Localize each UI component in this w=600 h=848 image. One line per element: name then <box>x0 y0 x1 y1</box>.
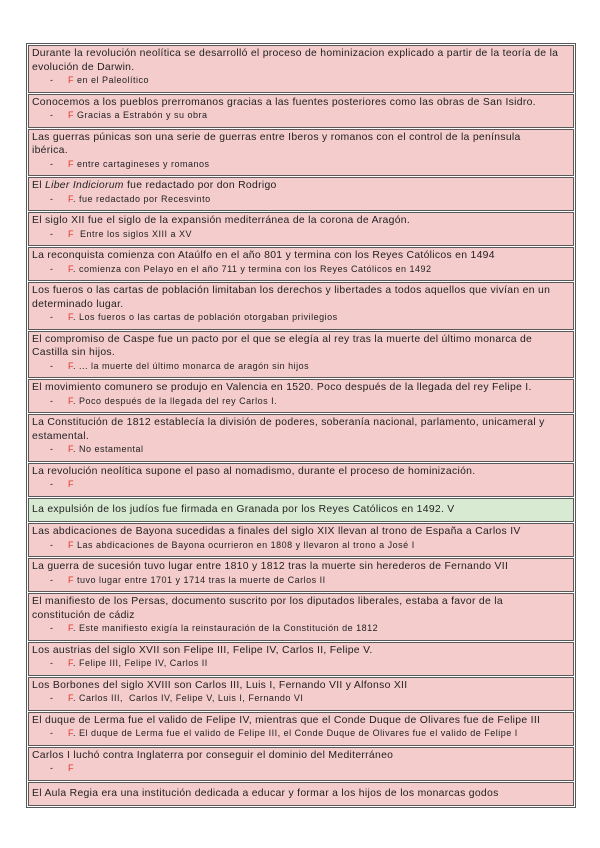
list-marker: - <box>50 658 54 668</box>
list-marker: - <box>50 623 54 633</box>
correction-line <box>32 395 571 408</box>
statement-text <box>32 381 571 395</box>
statement-segment: Conocemos a los pueblos prerromanos gracias a las fuentes posteriores como las obras de San Isidro. <box>32 96 536 108</box>
verdict-mark: F <box>68 312 73 322</box>
list-marker: - <box>50 263 54 274</box>
statement-segment: fue redactado por don Rodrigo <box>123 180 277 191</box>
statement-text <box>32 465 571 479</box>
statements-table <box>26 43 576 808</box>
correction-text: . El duque de Lerma fue el valido de Felipe III, el Conde Duque de Olivares fue el valido de Felipe I <box>73 728 518 738</box>
correction-text: . Este manifiesto exigía la reinstauración de la Constitución de 1812 <box>73 623 379 633</box>
statement-text <box>32 525 571 539</box>
correction-text: Gracias a Estrabón y su obra <box>74 110 208 120</box>
correction-line <box>32 762 571 775</box>
correction-line <box>32 478 571 491</box>
statement-text <box>32 679 571 693</box>
list-marker: - <box>50 574 54 585</box>
verdict-mark: F <box>68 693 73 703</box>
verdict-mark: F <box>68 263 73 274</box>
correction-text: . No estamental <box>73 444 144 454</box>
statement-row <box>28 642 574 676</box>
statement-row <box>28 558 574 592</box>
statement-row <box>28 712 574 746</box>
list-marker: - <box>50 158 54 169</box>
list-marker: - <box>50 110 54 120</box>
verdict-mark: F <box>68 539 74 550</box>
correction-text: . comienza con Pelayo en el año 711 y termina con los Reyes Católicos en 1492 <box>73 263 432 274</box>
statement-text <box>32 333 571 360</box>
correction-line <box>32 228 571 241</box>
list-marker: - <box>50 75 54 85</box>
verdict-label: V <box>447 503 455 515</box>
verdict-mark: F <box>68 444 73 454</box>
list-marker: - <box>50 395 54 406</box>
statement-row <box>28 212 574 246</box>
statement-row <box>28 523 574 557</box>
statement-text <box>32 503 571 517</box>
statement-text <box>32 47 571 74</box>
statement-text <box>32 249 571 263</box>
correction-text: . Los fueros o las cartas de población otorgaban privilegios <box>73 312 338 322</box>
statement-segment: La guerra de sucesión tuvo lugar entre 1810 y 1812 tras la muerte sin herederos de Fernando VII <box>32 561 509 572</box>
statement-row <box>28 463 574 497</box>
correction-line <box>32 727 571 740</box>
correction-line <box>32 263 571 276</box>
statement-row <box>28 247 574 281</box>
statement-row <box>28 177 574 211</box>
correction-line <box>32 311 571 324</box>
verdict-mark: F <box>68 228 74 239</box>
list-marker: - <box>50 444 54 454</box>
correction-line <box>32 692 571 705</box>
statement-segment: La revolución neolítica supone el paso al nomadismo, durante el proceso de hominización. <box>32 465 476 477</box>
verdict-mark: F <box>68 728 73 738</box>
statement-segment: El Aula Regia era una institución dedicada a educar y formar a los hijos de los monarcas godos <box>32 787 499 799</box>
statement-segment: La expulsión de los judíos fue firmada en Granada por los Reyes Católicos en 1492. <box>32 503 445 515</box>
correction-line <box>32 539 571 552</box>
correction-line <box>32 574 571 587</box>
list-marker: - <box>50 479 54 489</box>
verdict-mark: F <box>68 193 73 204</box>
verdict-mark: F <box>68 75 74 85</box>
list-marker: - <box>50 693 54 703</box>
statement-row <box>28 45 574 93</box>
statement-segment: Durante la revolución neolítica se desarrolló el proceso de hominizacion explicado a partir de la teoría de la evolución de Darwin. <box>32 48 559 73</box>
statement-text <box>32 131 571 158</box>
statement-row <box>28 593 574 641</box>
statement-segment: El movimiento comunero se produjo en Valencia en 1520. Poco después de la llegada del rey Felipe I. <box>32 382 532 393</box>
statement-segment: El manifiesto de los Persas, documento suscrito por los diputados liberales, estaba a favor de la constitución de cádiz <box>32 596 503 621</box>
verdict-mark: F <box>68 110 74 120</box>
correction-text: . Poco después de la llegada del rey Carlos I. <box>73 395 278 406</box>
statement-segment: El <box>32 180 46 191</box>
correction-text: tuvo lugar entre 1701 y 1714 tras la muerte de Carlos II <box>74 574 326 585</box>
statement-segment: Los austrias del siglo XVII son Felipe III, Felipe IV, Carlos II, Felipe V. <box>32 644 373 656</box>
statement-row <box>28 498 574 523</box>
correction-text: . Carlos III, Carlos IV, Felipe V, Luis I, Fernando VI <box>73 693 304 703</box>
statement-text <box>32 214 571 228</box>
correction-line <box>32 158 571 171</box>
statement-segment: La reconquista comienza con Ataúlfo en el año 801 y termina con los Reyes Católicos en 1494 <box>32 250 495 261</box>
list-marker: - <box>50 539 54 550</box>
statement-text <box>32 644 571 658</box>
statement-row <box>28 747 574 781</box>
verdict-mark: F <box>68 574 74 585</box>
correction-line <box>32 193 571 206</box>
statement-row <box>28 129 574 177</box>
correction-text: entre cartagineses y romanos <box>74 158 210 169</box>
statement-row <box>28 677 574 711</box>
list-marker: - <box>50 728 54 738</box>
statement-segment: Las guerras púnicas son una serie de guerras entre Iberos y romanos con el control de la península ibérica. <box>32 131 521 156</box>
statement-italic-title: Liber Indiciorum <box>45 180 124 191</box>
statement-row <box>28 782 574 807</box>
verdict-mark: F <box>68 623 73 633</box>
list-marker: - <box>50 228 54 239</box>
statement-text <box>32 787 571 801</box>
verdict-mark: F <box>68 360 73 371</box>
statement-text <box>32 96 571 110</box>
statement-text <box>32 595 571 622</box>
statement-segment: Los Borbones del siglo XVIII son Carlos III, Luis I, Fernando VII y Alfonso XII <box>32 679 408 691</box>
statement-text <box>32 284 571 311</box>
correction-text: . fue redactado por Recesvinto <box>73 193 211 204</box>
statement-text <box>32 560 571 574</box>
correction-text: . ... la muerte del último monarca de aragón sin hijos <box>73 360 310 371</box>
correction-line <box>32 443 571 456</box>
statement-text <box>32 416 571 443</box>
list-marker: - <box>50 360 54 371</box>
statement-segment: La Constitución de 1812 establecía la división de poderes, soberanía nacional, parlamento, unicameral y estamental. <box>32 417 545 442</box>
correction-line <box>32 109 571 122</box>
statement-text <box>32 179 571 193</box>
statement-row <box>28 414 574 462</box>
list-marker: - <box>50 193 54 204</box>
correction-line <box>32 622 571 635</box>
statement-segment: El compromiso de Caspe fue un pacto por el que se elegía al rey tras la muerte del último monarca de Castilla sin hijos. <box>32 333 533 358</box>
statement-row <box>28 331 574 379</box>
list-marker: - <box>50 312 54 322</box>
list-marker: - <box>50 763 54 773</box>
statement-row <box>28 282 574 330</box>
correction-line <box>32 657 571 670</box>
statement-row <box>28 94 574 128</box>
statement-segment: Las abdicaciones de Bayona sucedidas a finales del siglo XIX llevan al trono de España a Carlos IV <box>32 526 521 537</box>
correction-text: Las abdicaciones de Bayona ocurrieron en 1808 y llevaron al trono a José I <box>74 539 415 550</box>
correction-text: Entre los siglos XIII a XV <box>74 228 193 239</box>
verdict-mark: F <box>68 658 73 668</box>
statement-row <box>28 379 574 413</box>
statement-text <box>32 749 571 763</box>
correction-text: en el Paleolítico <box>74 75 150 85</box>
statement-text <box>32 714 571 728</box>
correction-text: . Felipe III, Felipe IV, Carlos II <box>73 658 208 668</box>
correction-line <box>32 360 571 373</box>
verdict-mark: F <box>68 479 74 489</box>
statement-segment: Carlos I luchó contra Inglaterra por conseguir el dominio del Mediterráneo <box>32 749 394 761</box>
verdict-mark: F <box>68 395 73 406</box>
verdict-mark: F <box>68 158 74 169</box>
correction-line <box>32 74 571 87</box>
statement-segment: El siglo XII fue el siglo de la expansión mediterránea de la corona de Aragón. <box>32 215 411 226</box>
statement-segment: Los fueros o las cartas de población limitaban los derechos y libertades a todos aquellos que vivían en un determinado lugar. <box>32 285 551 310</box>
verdict-mark: F <box>68 763 74 773</box>
statement-segment: El duque de Lerma fue el valido de Felipe IV, mientras que el Conde Duque de Olivares fue de Felipe III <box>32 714 541 726</box>
